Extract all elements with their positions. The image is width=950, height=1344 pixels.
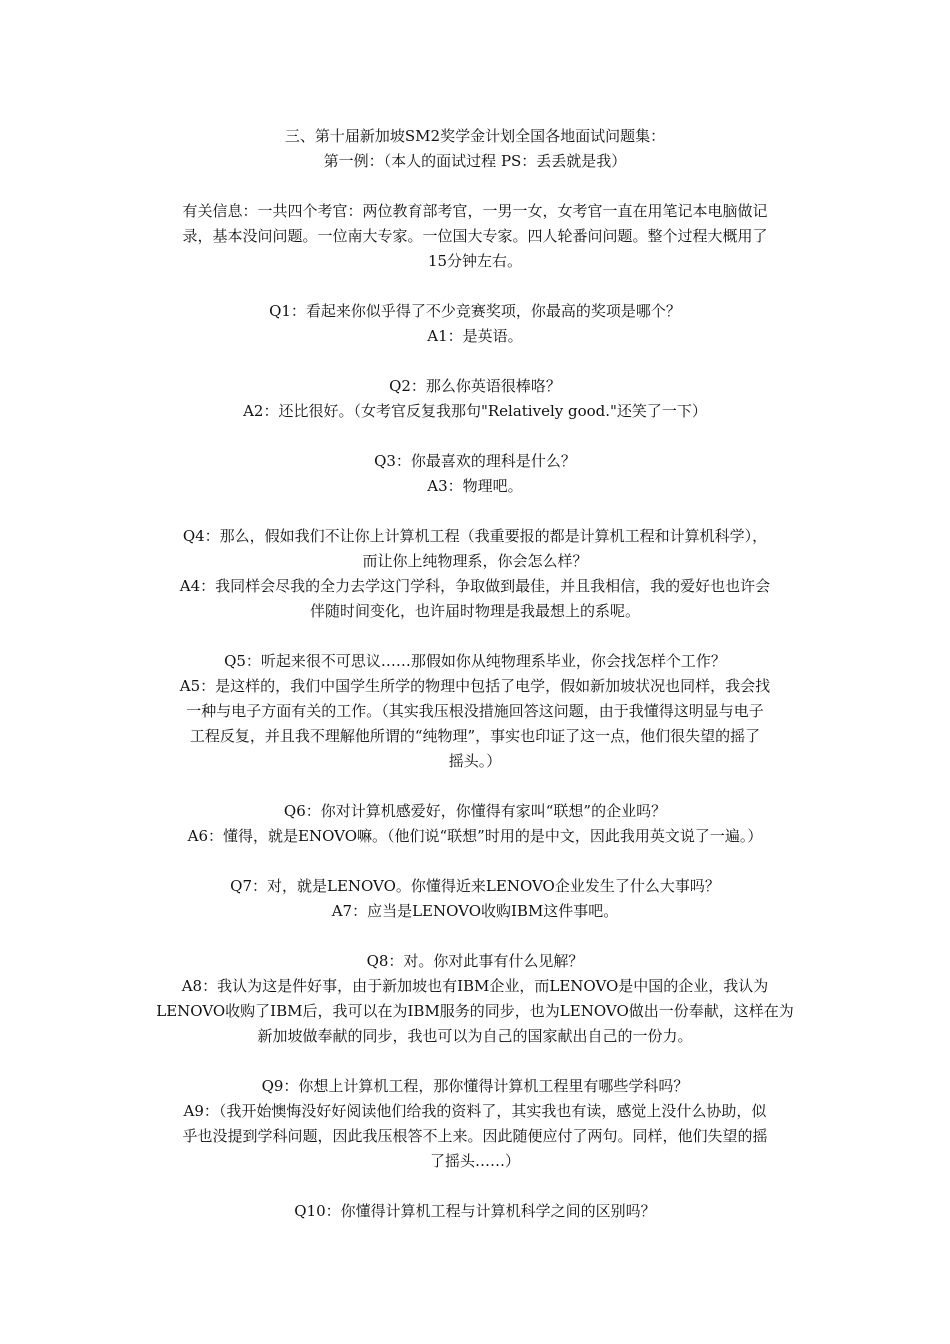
answer-line: A1：是英语。 [427, 327, 523, 345]
answer-line: A3：物理吧。 [427, 477, 523, 495]
spacer [147, 774, 803, 799]
info-line: 录，基本没问问题。一位南大专家。一位国大专家。四人轮番问问题。整个过程大概用了 [182, 227, 768, 245]
answer-line: LENOVO收购了IBM后，我可以在为IBM服务的同步，也为LENOVO做出一份奉献，这样在为 [156, 1002, 794, 1020]
answer-line: 工程反复，并且我不理解他所谓的“纯物理”，事实也印证了这一点，他们很失望的摇了 [189, 727, 761, 745]
qa-list [147, 274, 803, 1224]
spacer [147, 849, 803, 874]
qa-item [147, 649, 803, 774]
spacer [147, 1049, 803, 1074]
info-line: 有关信息：一共四个考官：两位教育部考官，一男一女，女考官一直在用笔记本电脑做记 [182, 202, 768, 220]
document-title: 三、第十届新加坡SM2奖学金计划全国各地面试问题集： [284, 127, 666, 145]
answer-line: A8：我认为这是件好事，由于新加坡也有IBM企业，而LENOVO是中国的企业，我认为 [181, 977, 769, 995]
answer-line: 新加坡做奉献的同步，我也可以为自己的国家献出自己的一份力。 [257, 1027, 693, 1045]
answer-line: 一种与电子方面有关的工作。（其实我压根没措施回答这问题，由于我懂得这明显与电子 [186, 702, 764, 720]
document-subtitle: 第一例：（本人的面试过程 PS：丢丢就是我） [323, 152, 627, 170]
question-line: 而让你上纯物理系，你会怎么样？ [362, 552, 588, 570]
answer-line: A5：是这样的，我们中国学生所学的物理中包括了电学，假如新加坡状况也同样，我会找 [179, 677, 771, 695]
qa-item [147, 874, 803, 924]
qa-item [147, 524, 803, 624]
answer-line: A9：（我开始懊悔没好好阅读他们给我的资料了，其实我也有读，感觉上没什么协助，似 [183, 1102, 767, 1120]
question-line: Q1：看起来你似乎得了不少竞赛奖项，你最高的奖项是哪个？ [269, 302, 681, 320]
spacer [147, 624, 803, 649]
qa-item [147, 949, 803, 1049]
answer-line: 伴随时间变化，也许届时物理是我最想上的系呢。 [309, 602, 640, 620]
answer-line: A6：懂得，就是ENOVO嘛。（他们说“联想”时用的是中文，因此我用英文说了一遍。） [187, 827, 763, 845]
spacer [147, 274, 803, 299]
question-line: Q9：你想上计算机工程，那你懂得计算机工程里有哪些学科吗？ [261, 1077, 689, 1095]
question-line: Q6：你对计算机感爱好，你懂得有家叫“联想”的企业吗？ [283, 802, 667, 820]
spacer [147, 349, 803, 374]
spacer [147, 1174, 803, 1199]
answer-line: A2：还比很好。（女考官反复我那句"Relatively good."还笑了一下） [243, 402, 707, 420]
answer-line: 了摇头……） [429, 1152, 520, 1170]
spacer [147, 499, 803, 524]
answer-line: 乎也没提到学科问题，因此我压根答不上来。因此随便应付了两句。同样，他们失望的摇 [182, 1127, 768, 1145]
info-paragraph [147, 199, 803, 274]
question-line: Q7：对，就是LENOVO。你懂得近来LENOVO企业发生了什么大事吗？ [230, 877, 720, 895]
question-line: Q8：对。你对此事有什么见解？ [366, 952, 584, 970]
question-line: Q3：你最喜欢的理科是什么？ [374, 452, 576, 470]
answer-line: A4：我同样会尽我的全力去学这门学科，争取做到最佳，并且我相信，我的爱好也也许会 [179, 577, 771, 595]
qa-item [147, 1199, 803, 1224]
answer-line: 摇头。） [448, 752, 502, 770]
document-page [147, 124, 803, 1224]
qa-item [147, 299, 803, 349]
question-line: Q2：那么你英语很棒咯？ [389, 377, 561, 395]
qa-item [147, 1074, 803, 1174]
spacer [147, 924, 803, 949]
qa-item [147, 374, 803, 424]
question-line: Q10：你懂得计算机工程与计算机科学之间的区别吗？ [294, 1202, 656, 1220]
spacer [147, 424, 803, 449]
qa-item [147, 799, 803, 849]
question-line: Q4：那么，假如我们不让你上计算机工程（我重要报的都是计算机工程和计算机科学）， [182, 527, 768, 545]
qa-item [147, 449, 803, 499]
question-line: Q5：听起来很不可思议……那假如你从纯物理系毕业，你会找怎样个工作？ [224, 652, 726, 670]
info-line: 15分钟左右。 [427, 252, 523, 270]
answer-line: A7：应当是LENOVO收购IBM这件事吧。 [331, 902, 619, 920]
spacer [147, 174, 803, 199]
